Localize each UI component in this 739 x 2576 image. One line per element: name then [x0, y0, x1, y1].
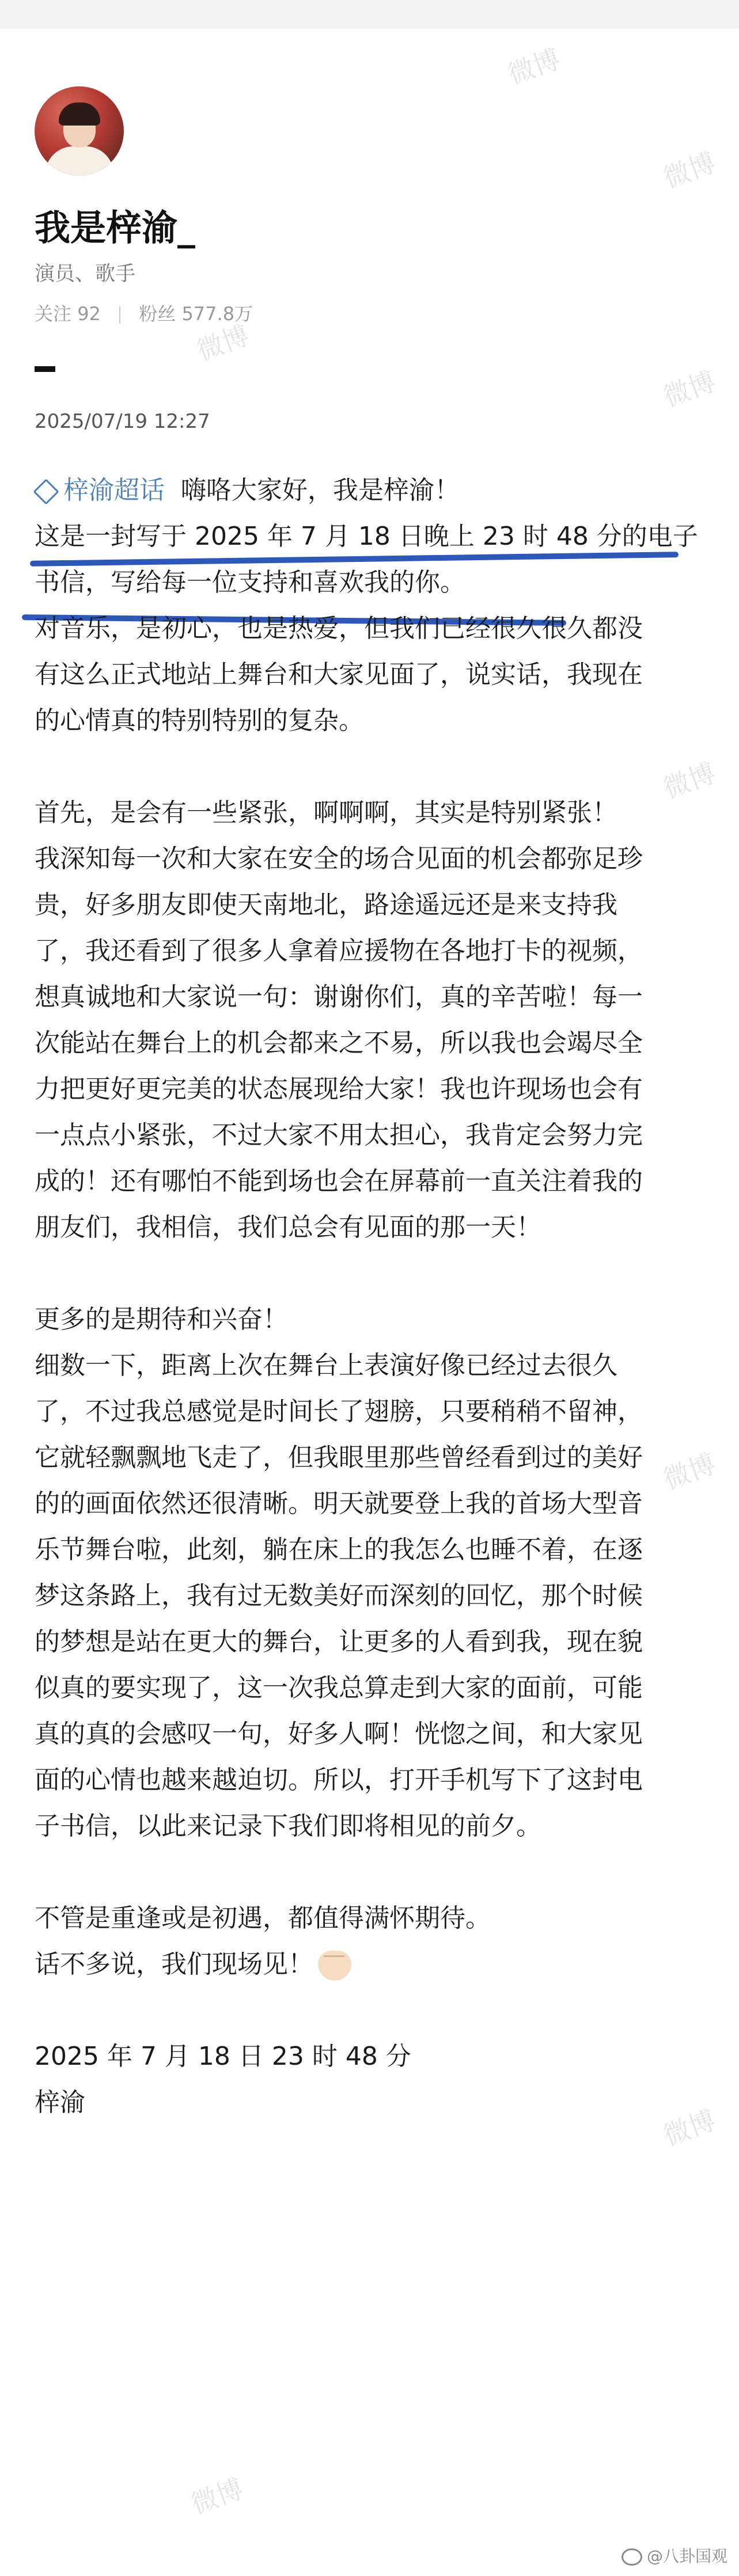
paragraph-gap	[35, 744, 708, 790]
diamond-icon	[33, 478, 59, 504]
post-line: 更多的是期待和兴奋！	[35, 1305, 288, 1334]
post-line: 的心情真的特别特别的复杂。	[35, 706, 364, 735]
post-line: 了，我还看到了很多人拿着应援物在各地打卡的视频，	[35, 936, 643, 966]
watermark: 微博	[659, 2104, 720, 2152]
profile-bio: 演员、歌手	[35, 263, 136, 286]
post-line: 话不多说，我们现场见！	[35, 1942, 708, 1988]
footer-credit: @八卦国观	[621, 2544, 727, 2567]
post-line: 次能站在舞台上的机会都来之不易，所以我也会竭尽全	[35, 1028, 643, 1058]
following-label[interactable]: 关注	[35, 303, 72, 325]
post-date: 2025/07/19 12:27	[35, 410, 210, 433]
waving-hand-icon	[318, 1951, 351, 1981]
paragraph-gap	[35, 1988, 708, 2034]
username[interactable]: 我是梓渝_	[35, 207, 196, 249]
post-line: 的梦想是站在更大的舞台，让更多的人看到我，现在貌	[35, 1627, 643, 1656]
divider-dash	[35, 366, 55, 372]
post-line: 我深知每一次和大家在安全的场合见面的机会都弥足珍	[35, 844, 643, 873]
paragraph-gap	[35, 1251, 708, 1297]
post-line: 梦这条路上，我有过无数美好而深刻的回忆，那个时候	[35, 1581, 643, 1610]
paragraph-gap	[35, 1849, 708, 1895]
post-line: 了，不过我总感觉是时间长了翅膀，只要稍稍不留神，	[35, 1397, 643, 1426]
post-line: 这是一封写于 2025 年 7 月 18 日晚上 23 时 48 分的电子	[35, 522, 698, 551]
avatar[interactable]	[35, 86, 124, 176]
post-line: 贵，好多朋友即使天南地北，路途遥远还是来支持我	[35, 890, 617, 920]
followers-count[interactable]: 577.8万	[181, 303, 253, 325]
watermark: 微博	[659, 365, 720, 413]
watermark: 微博	[187, 2472, 248, 2520]
profile-stats	[35, 299, 253, 326]
post-line: 真的真的会感叹一句，好多人啊！恍惚之间，和大家见	[35, 1719, 643, 1749]
post-line: 想真诚地和大家说一句：谢谢你们，真的辛苦啦！每一	[35, 982, 643, 1012]
followers-label[interactable]: 粉丝	[139, 303, 176, 325]
post-line: 有这么正式地站上舞台和大家见面了，说实话，我现在	[35, 660, 643, 689]
post-line: 不管是重逢或是初遇，都值得满怀期待。	[35, 1903, 491, 1933]
following-count[interactable]: 92	[77, 303, 101, 325]
post-line: 的的画面依然还很清晰。明天就要登上我的首场大型音	[35, 1489, 643, 1518]
post-line: 梓渝超话 嗨咯大家好，我是梓渝！	[35, 468, 708, 514]
watermark: 微博	[659, 1447, 720, 1495]
stats-divider	[119, 306, 120, 324]
post-line: 成的！还有哪怕不能到场也会在屏幕前一直关注着我的	[35, 1167, 643, 1196]
post-line: 书信，写给每一位支持和喜欢我的你。	[35, 568, 465, 597]
post-line: 首先，是会有一些紧张，啊啊啊，其实是特别紧张！	[35, 798, 617, 827]
post-line: 它就轻飘飘地飞走了，但我眼里那些曾经看到过的美好	[35, 1443, 643, 1472]
post-signature-name: 梓渝	[35, 2088, 85, 2117]
post-line: 对音乐，是初心，也是热爱，但我们已经很久很久都没	[35, 614, 643, 643]
weibo-logo-icon	[621, 2548, 642, 2566]
post-content	[35, 468, 708, 2126]
top-bar	[0, 0, 739, 29]
post-line: 力把更好更完美的状态展现给大家！我也许现场也会有	[35, 1074, 643, 1104]
post-line: 似真的要实现了，这一次我总算走到大家的面前，可能	[35, 1673, 643, 1703]
post-line: 一点点小紧张，不过大家不用太担心，我肯定会努力完	[35, 1120, 643, 1150]
post-line: 面的心情也越来越迫切。所以，打开手机写下了这封电	[35, 1765, 643, 1795]
watermark: 微博	[659, 757, 720, 804]
post-signature-date: 2025 年 7 月 18 日 23 时 48 分	[35, 2042, 411, 2071]
post-line: 乐节舞台啦，此刻，躺在床上的我怎么也睡不着，在逐	[35, 1535, 643, 1564]
post-line: 子书信，以此来记录下我们即将相见的前夕。	[35, 1811, 541, 1841]
watermark: 微博	[659, 146, 720, 194]
post-line: 朋友们，我相信，我们总会有见面的那一天！	[35, 1213, 541, 1242]
topic-link[interactable]: 梓渝超话	[35, 476, 165, 505]
watermark: 微博	[503, 43, 564, 90]
watermark: 微博	[192, 319, 253, 367]
post-line: 细数一下，距离上次在舞台上表演好像已经过去很久	[35, 1351, 617, 1380]
